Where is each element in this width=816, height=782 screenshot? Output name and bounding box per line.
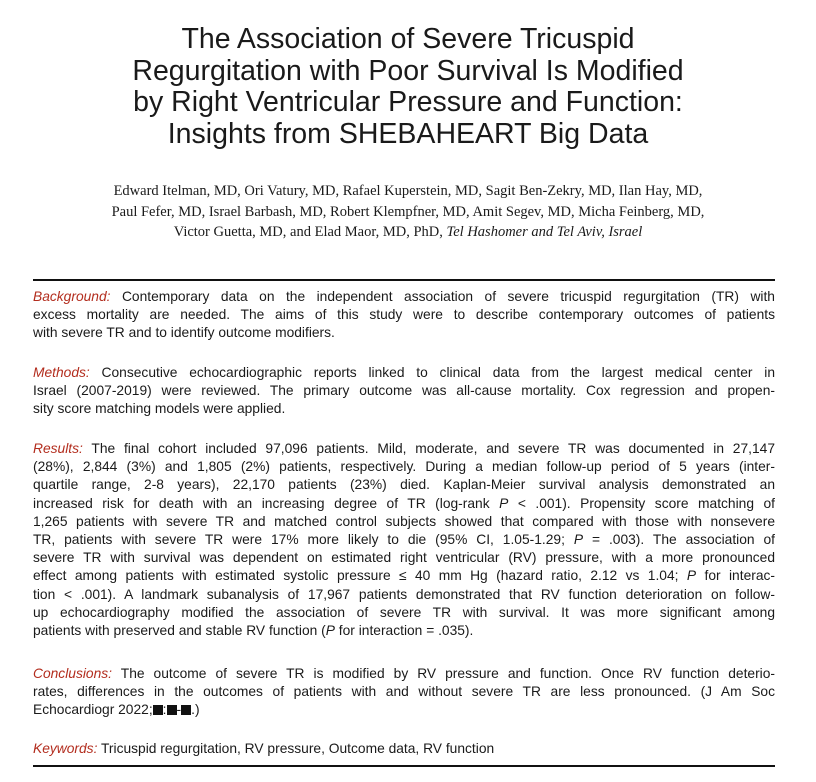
abstract-line: quartile range, 2-8 years), 22,170 patients (23%) died. Kaplan-Meier survival analysis demonstrated an [33, 477, 775, 493]
author-list [20, 181, 796, 243]
redaction-block [181, 705, 191, 715]
abstract-line: with severe TR and to identify outcome modifiers. [33, 325, 335, 341]
redaction-block [153, 705, 163, 715]
section-heading: Conclusions: [33, 666, 112, 681]
abstract-background [33, 288, 775, 343]
top-rule [33, 279, 775, 281]
section-heading: Background: [33, 289, 111, 304]
redaction-block [167, 705, 177, 715]
abstract-line: rates, differences in the outcomes of patients with and without severe TR are less pronounced. (J Am Soc [33, 684, 775, 700]
section-heading: Results: [33, 441, 83, 456]
abstract-methods [33, 364, 775, 419]
abstract-keywords [33, 740, 775, 758]
abstract-line: Israel (2007-2019) were reviewed. The primary outcome was all-cause mortality. Cox regression and propen- [33, 383, 775, 399]
abstract-line: excess mortality are needed. The aims of this study were to describe contemporary outcomes of patients [33, 307, 775, 323]
author-line: Victor Guetta, MD, and Elad Maor, MD, PhD, Tel Hashomer and Tel Aviv, Israel [173, 224, 643, 240]
abstract-line: Methods: Consecutive echocardiographic reports linked to clinical data from the largest medical center in [33, 365, 775, 380]
abstract-line: 1,265 patients with severe TR and matched control subjects showed that compared with those with nonsevere [33, 513, 775, 529]
abstract-line: Conclusions: The outcome of severe TR is modified by RV pressure and function. Once RV function deterio- [33, 666, 776, 681]
abstract-line: effect among patients with estimated systolic pressure ≤ 40 mm Hg (hazard ratio, 2.12 vs 1.04; P for interac- [33, 568, 775, 584]
abstract-line: (28%), 2,844 (3%) and 1,805 (2%) patients, respectively. During a median follow-up period of 5 years (inter- [33, 459, 775, 475]
author-line: Edward Itelman, MD, Ori Vatury, MD, Rafael Kuperstein, MD, Sagit Ben-Zekry, MD, Ilan Hay, MD, [113, 183, 703, 199]
section-heading: Keywords: [33, 741, 98, 756]
abstract-line: Echocardiogr 2022; : - .) [33, 702, 200, 718]
title-line: The Association of Severe Tricuspid [181, 23, 635, 55]
abstract-line: TR, patients with severe TR were 17% more likely to die (95% CI, 1.05-1.29; P = .003). The association of [33, 532, 776, 548]
abstract-line: Results: The final cohort included 97,096 patients. Mild, moderate, and severe TR was documented in 27,147 [33, 441, 776, 456]
abstract-line: Keywords: Tricuspid regurgitation, RV pressure, Outcome data, RV function [33, 741, 495, 756]
abstract-line: severe TR with survival was dependent on estimated right ventricular (RV) pressure, with a more pronounced [33, 550, 775, 566]
abstract-line: Background: Contemporary data on the independent association of severe tricuspid regurgitation (TR) with [33, 289, 775, 304]
abstract-line: increased risk for death with an increasing degree of TR (log-rank P < .001). Propensity score matching of [33, 495, 775, 511]
title-line: Regurgitation with Poor Survival Is Modified [132, 54, 684, 87]
abstract-line: up echocardiography modified the association of severe TR with survival. It was more significant among [33, 604, 775, 620]
affiliation: Tel Hashomer and Tel Aviv, Israel [446, 224, 643, 240]
author-line: Paul Fefer, MD, Israel Barbash, MD, Robert Klempfner, MD, Amit Segev, MD, Micha Feinberg, MD, [111, 203, 705, 220]
abstract-conclusions [33, 665, 775, 720]
abstract-line: patients with preserved and stable RV function (P for interaction = .035). [33, 623, 474, 639]
paper-title [40, 24, 776, 150]
section-heading: Methods: [33, 365, 90, 380]
abstract-line: sity score matching models were applied. [33, 401, 286, 417]
title-line: by Right Ventricular Pressure and Function: [133, 86, 683, 118]
abstract-line: tion < .001). A landmark subanalysis of 17,967 patients demonstrated that RV function deterioration on follow- [33, 586, 775, 602]
bottom-rule [33, 765, 775, 767]
title-line: Insights from SHEBAHEART Big Data [167, 117, 649, 150]
abstract-results [33, 440, 775, 640]
